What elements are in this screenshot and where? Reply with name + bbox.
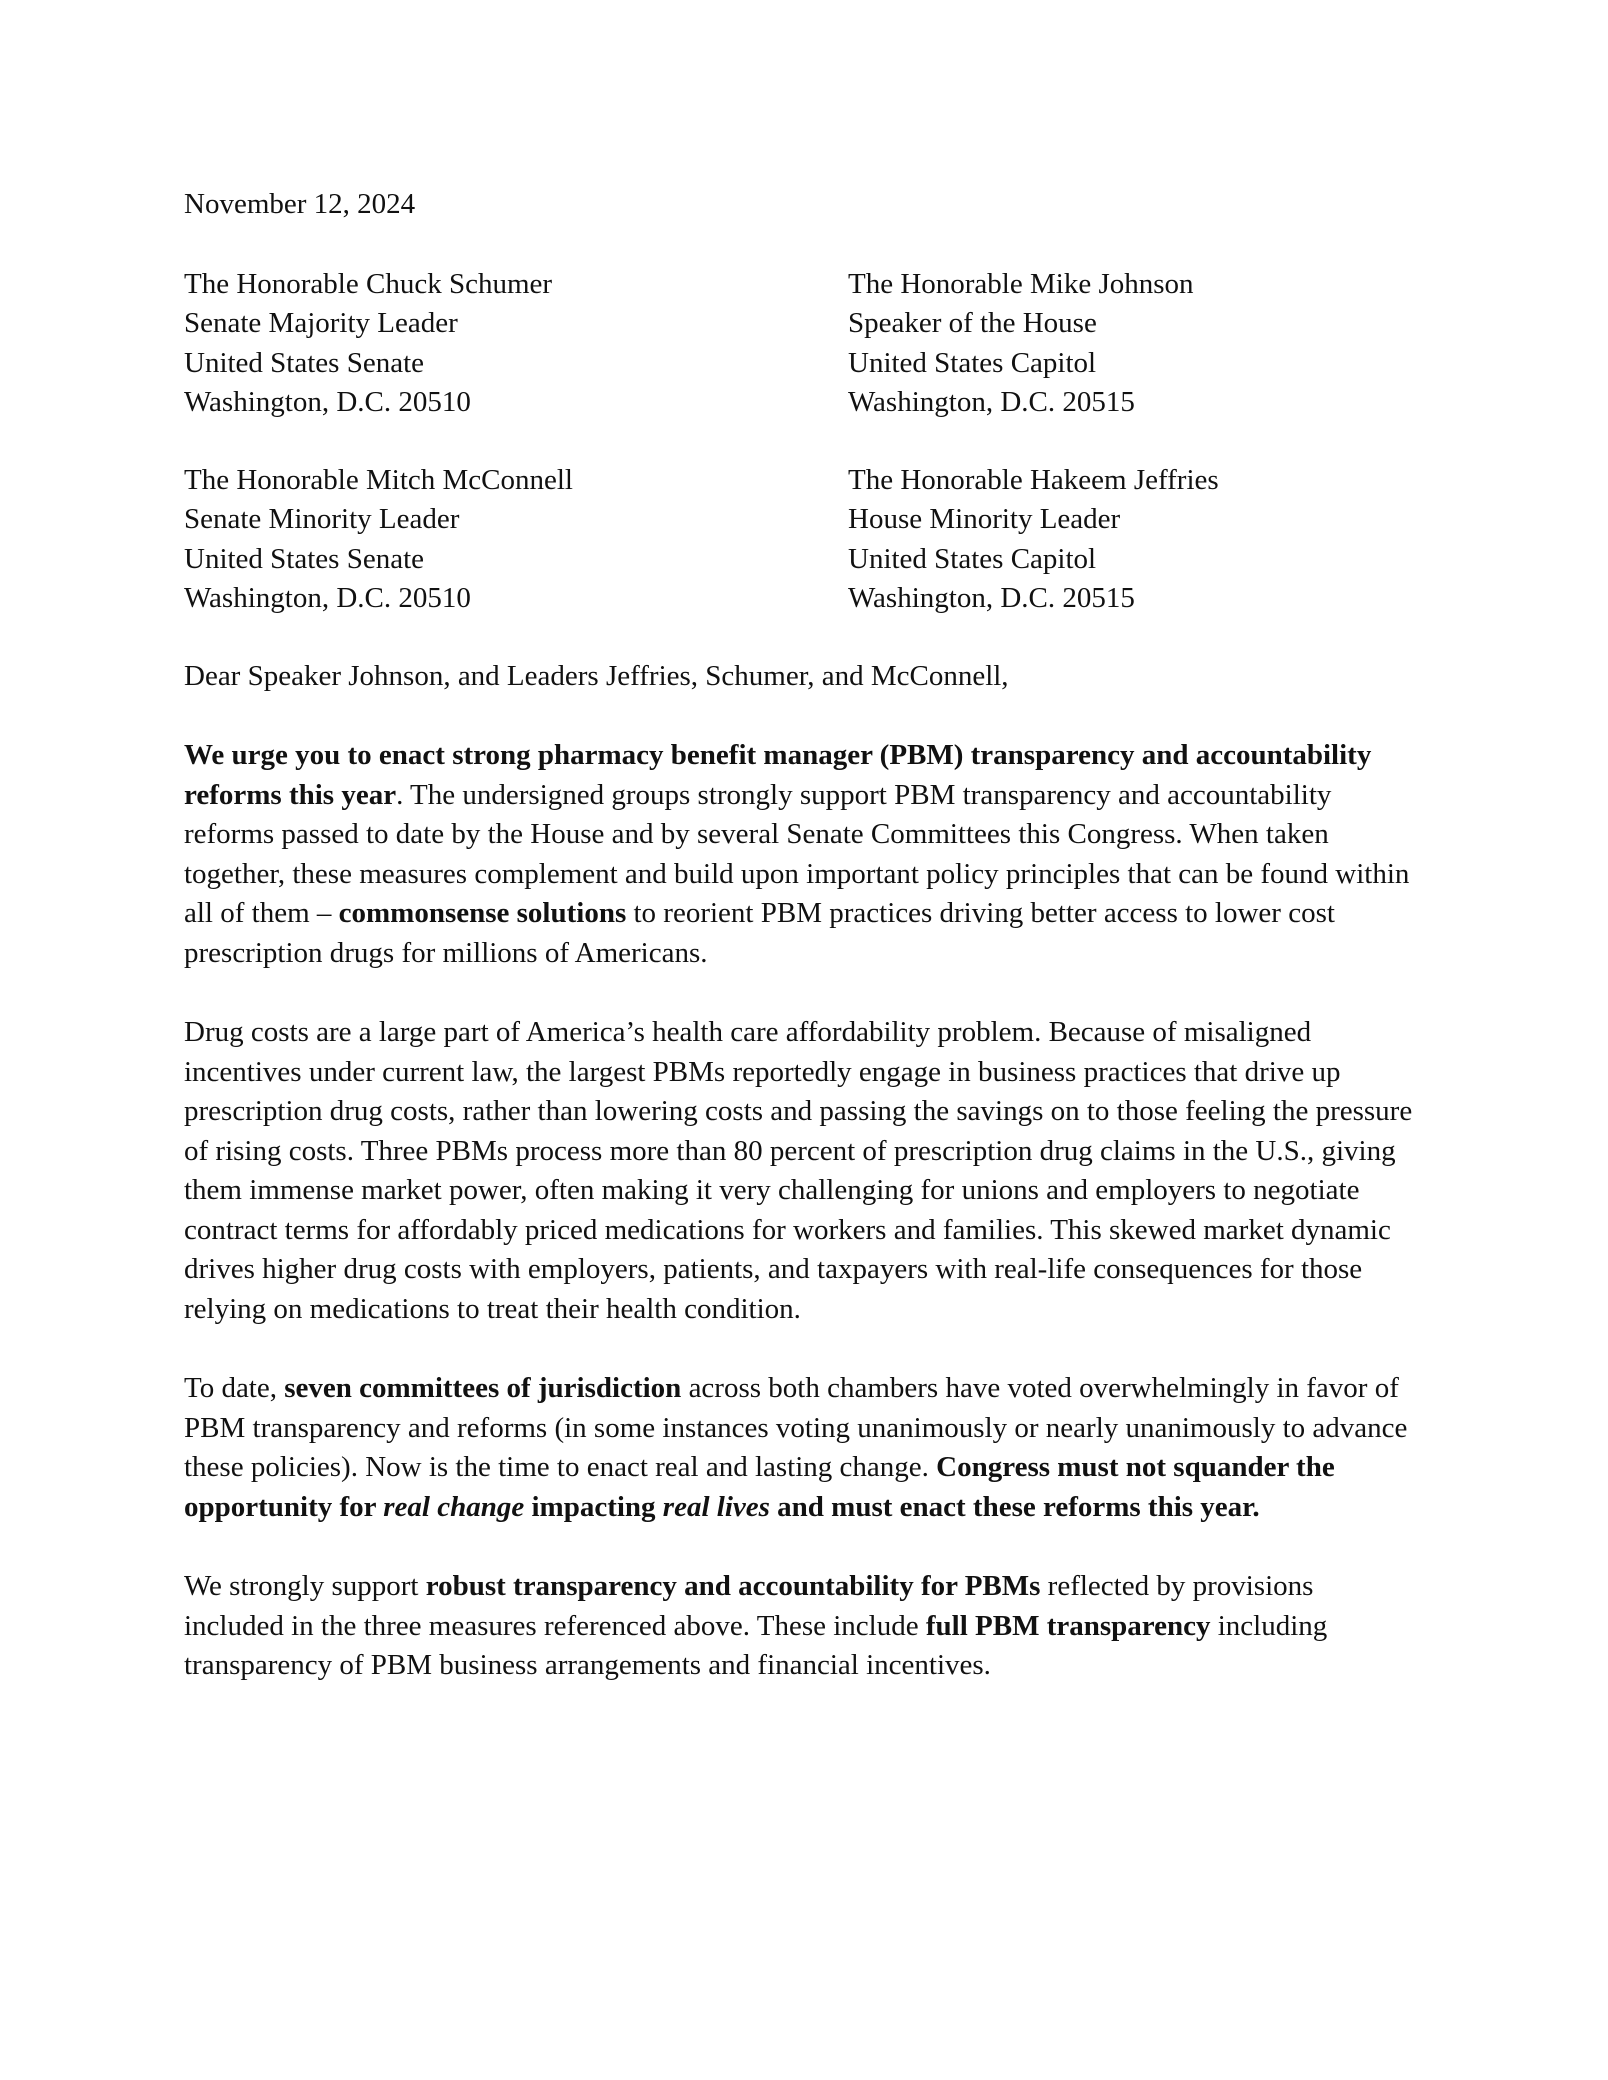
emphasis-text: We urge you to enact strong pharmacy benefit manager (PBM) transparency and accountability reforms this year xyxy=(184,739,1372,811)
recipient-address-jeffries xyxy=(848,461,1408,619)
address-line: United States Senate xyxy=(184,346,425,379)
letter-date: November 12, 2024 xyxy=(184,188,416,220)
address-line: The Honorable Mitch McConnell xyxy=(184,463,573,496)
body-text: We strongly support xyxy=(184,1570,426,1602)
emphasis-text: and must enact these reforms this year. xyxy=(769,1490,1260,1523)
body-text: reflected by provisions included in the three measures referenced above. These include xyxy=(184,1570,1314,1642)
emphasis-text: robust transparency and accountability for PBMs xyxy=(425,1570,1041,1602)
paragraph-urge-reforms xyxy=(184,736,1414,973)
letter-page xyxy=(184,185,1424,1726)
body-text: . The undersigned groups strongly support PBM transparency and accountability reforms passed to date by the House and by several Senate Committees this Congress. When taken together, these measures complement and build upon important policy principles that can be found within all of them – xyxy=(184,778,1410,929)
address-line: United States Capitol xyxy=(848,346,1097,379)
address-line: House Minority Leader xyxy=(848,503,1121,535)
body-text: To date, xyxy=(184,1372,285,1404)
address-line: United States Capitol xyxy=(848,542,1097,575)
body-text: Drug costs are a large part of America’s health care affordability problem. Because of misaligned incentives under current law, the largest PBMs reportedly engage in business practices that drive up prescription drug costs, rather than lowering costs and passing the savings on to those feeling the pressure of rising costs. Three PBMs process more than 80 percent of prescription drug claims in the U.S., giving them immense market power, often making it very challenging for unions and employers to negotiate contract terms for affordably priced medications for workers and families. This skewed market dynamic drives higher drug costs with employers, patients, and taxpayers with real-life consequences for those relying on medications to treat their health condition. xyxy=(184,1016,1413,1325)
address-line: Washington, D.C. 20510 xyxy=(184,582,471,614)
address-line: Senate Majority Leader xyxy=(184,307,458,339)
address-line: Senate Minority Leader xyxy=(184,503,460,535)
body-text: across both chambers have voted overwhelmingly in favor of PBM transparency and reforms (in some instances voting unanimously or nearly unanimously to advance these policies). Now is the time to enact real and lasting change. xyxy=(184,1372,1408,1483)
paragraph-transparency xyxy=(184,1567,1414,1686)
address-line: Washington, D.C. 20510 xyxy=(184,386,471,418)
recipient-address-schumer xyxy=(184,265,848,423)
recipient-address-johnson xyxy=(848,265,1408,423)
emphasis-text xyxy=(383,1491,524,1523)
recipient-address-mcconnell xyxy=(184,461,848,619)
paragraph-drug-costs xyxy=(184,1013,1414,1329)
recipient-row xyxy=(184,461,1424,619)
address-line: United States Senate xyxy=(184,542,425,575)
emphasis-text: commonsense solutions xyxy=(338,897,627,929)
address-line: Speaker of the House xyxy=(848,307,1097,339)
emphasis-text xyxy=(663,1491,770,1523)
italic-emphasis: real lives xyxy=(662,1490,770,1523)
salutation: Dear Speaker Johnson, and Leaders Jeffries, Schumer, and McConnell, xyxy=(184,659,1009,692)
address-line: The Honorable Chuck Schumer xyxy=(184,267,553,300)
paragraph-committees xyxy=(184,1369,1414,1527)
recipient-row xyxy=(184,265,1424,423)
emphasis-text: full PBM transparency xyxy=(925,1609,1211,1642)
body-text: to reorient PBM practices driving better access to lower cost prescription drugs for millions of Americans. xyxy=(184,897,1335,969)
emphasis-text: impacting xyxy=(524,1490,663,1523)
address-line: Washington, D.C. 20515 xyxy=(848,582,1135,614)
emphasis-text: seven committees of jurisdiction xyxy=(284,1372,682,1404)
italic-emphasis: real change xyxy=(383,1490,525,1523)
emphasis-text: Congress must not squander the opportunity for xyxy=(184,1451,1335,1523)
address-line: Washington, D.C. 20515 xyxy=(848,386,1135,418)
body-text: including transparency of PBM business arrangements and financial incentives. xyxy=(184,1609,1328,1681)
address-line: The Honorable Mike Johnson xyxy=(848,267,1194,300)
address-line: The Honorable Hakeem Jeffries xyxy=(848,463,1219,496)
